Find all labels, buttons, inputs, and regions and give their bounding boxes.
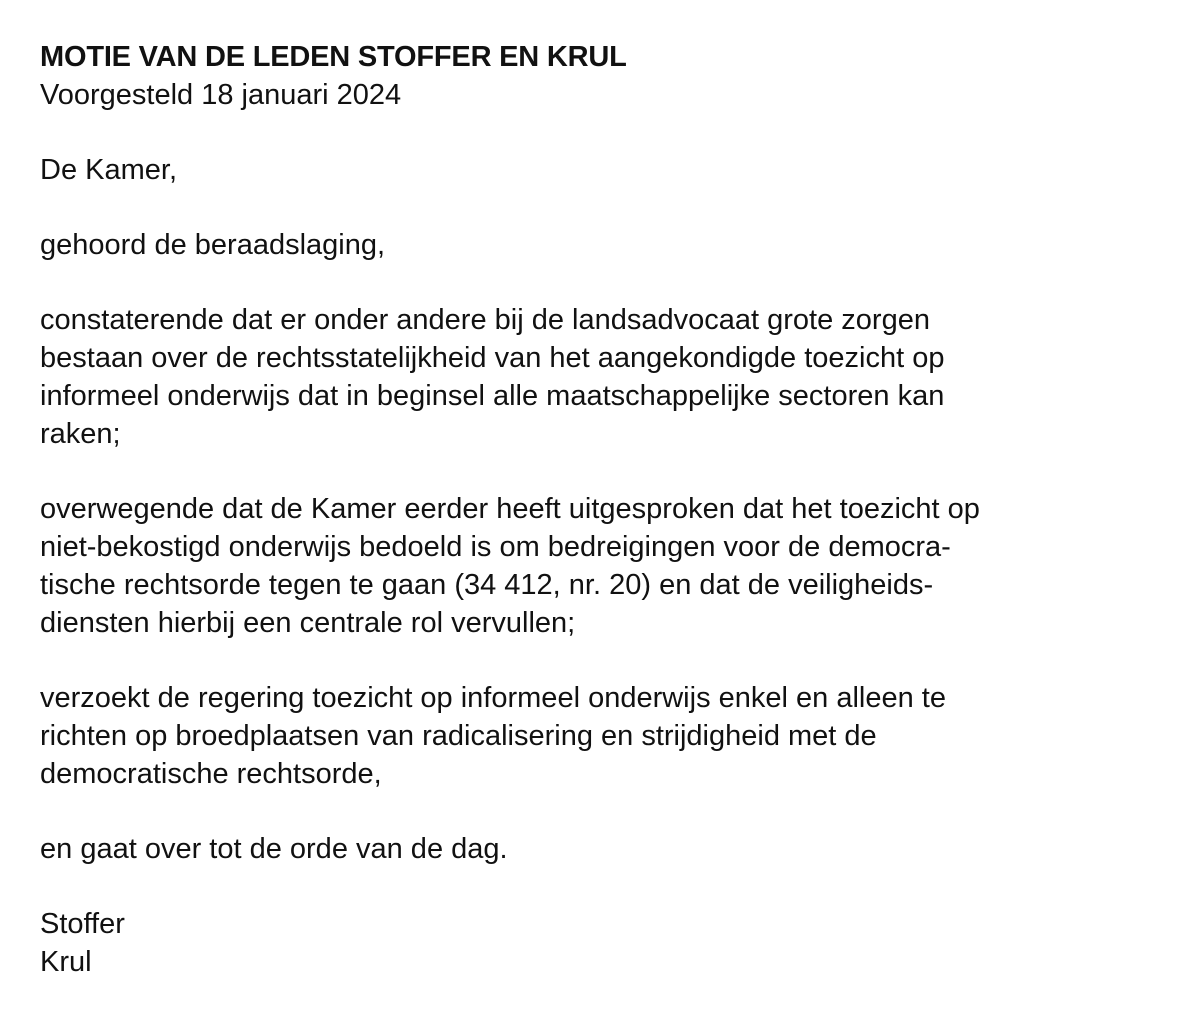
spacer — [40, 114, 1160, 151]
signatory-name: Stoffer — [40, 908, 125, 940]
paragraph-line: niet-bekostigd onderwijs bedoeld is om bedreigingen voor de democra- — [40, 531, 951, 563]
signatories — [40, 905, 1160, 981]
paragraph-line: informeel onderwijs dat in beginsel alle maatschappelijke sectoren kan — [40, 380, 945, 412]
paragraph-constaterende — [40, 301, 1160, 453]
paragraph-line: diensten hierbij een centrale rol vervullen; — [40, 607, 576, 639]
closing-line: en gaat over tot de orde van de dag. — [40, 833, 508, 865]
paragraph-overwegende — [40, 490, 1160, 642]
paragraph-line: bestaan over de rechtsstatelijkheid van het aangekondigde toezicht op — [40, 342, 945, 374]
paragraph-line: verzoekt de regering toezicht op informeel onderwijs enkel en alleen te — [40, 682, 946, 714]
motion-document — [40, 38, 1160, 981]
signatory-name: Krul — [40, 946, 92, 978]
paragraph-line: tische rechtsorde tegen te gaan (34 412, nr. 20) en dat de veiligheids- — [40, 569, 934, 601]
paragraph-line: richten op broedplaatsen van radicalisering en strijdigheid met de — [40, 720, 877, 752]
spacer — [40, 189, 1160, 226]
paragraph-line: democratische rechtsorde, — [40, 758, 382, 790]
motion-date: Voorgesteld 18 januari 2024 — [40, 79, 402, 111]
paragraph-line: overwegende dat de Kamer eerder heeft uitgesproken dat het toezicht op — [40, 493, 980, 525]
spacer — [40, 264, 1160, 301]
spacer — [40, 868, 1160, 905]
paragraph-verzoekt — [40, 679, 1160, 793]
motion-title: MOTIE VAN DE LEDEN STOFFER EN KRUL — [40, 41, 627, 73]
spacer — [40, 793, 1160, 830]
spacer — [40, 642, 1160, 679]
paragraph-line: raken; — [40, 418, 121, 450]
paragraph-line: constaterende dat er onder andere bij de landsadvocaat grote zorgen — [40, 304, 930, 336]
heard-line: gehoord de beraadslaging, — [40, 229, 386, 261]
spacer — [40, 453, 1160, 490]
opening-line: De Kamer, — [40, 154, 177, 186]
